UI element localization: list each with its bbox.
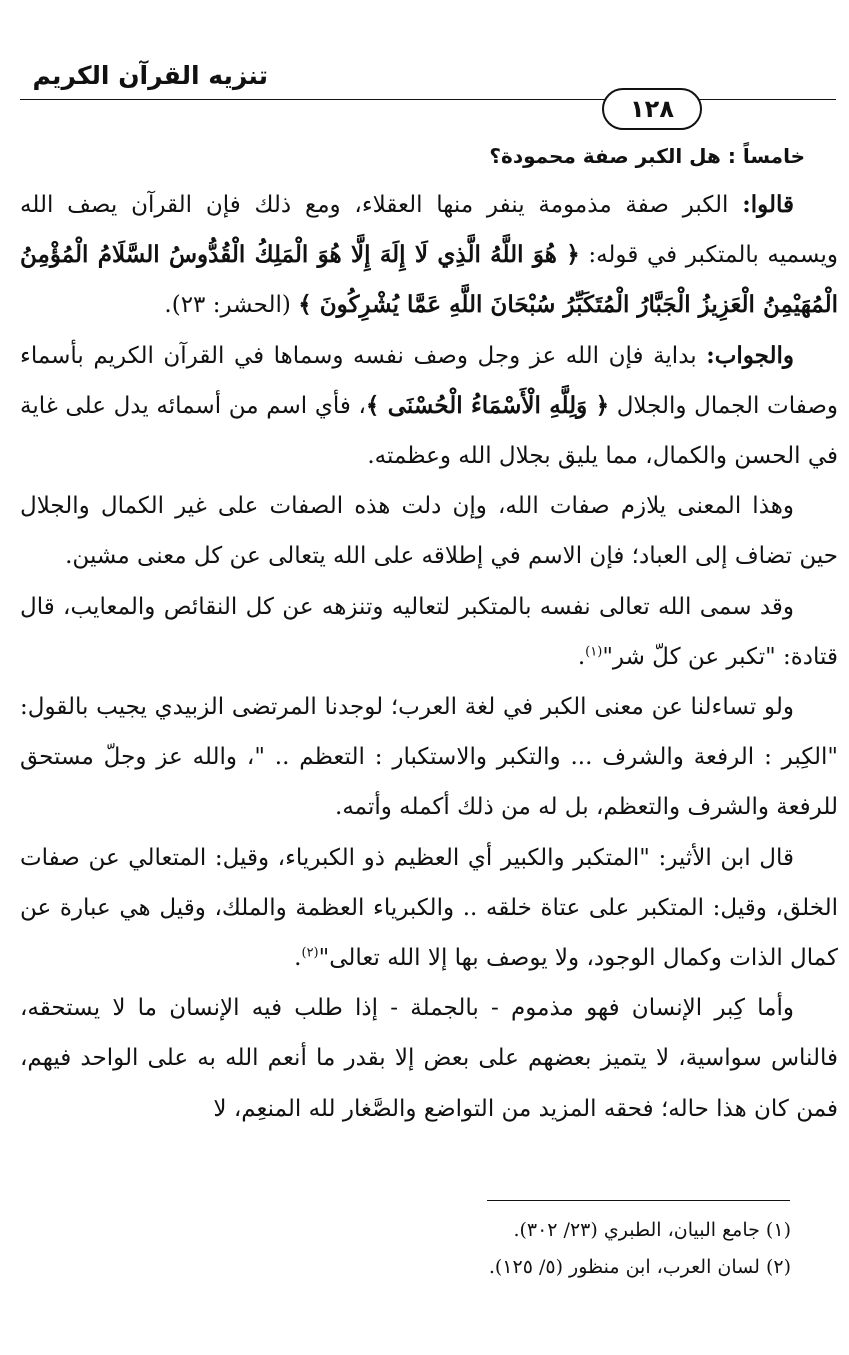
footnote-separator	[487, 1200, 790, 1201]
footnote-2: (٢) لسان العرب، ابن منظور (٥/ ١٢٥).	[488, 1256, 791, 1278]
paragraph-3: وهذا المعنى يلازم صفات الله، وإن دلت هذه الصفات على غير الكمال والجلال حين تضاف إلى العباد؛ فإن الاسم في إطلاقه على الله يتعالى عن كل معنى مشين.	[20, 493, 838, 570]
footnote-1: (١) جامع البيان، الطبري (٢٣/ ٣٠٢).	[513, 1219, 791, 1241]
page-number-badge: ١٢٨	[602, 88, 702, 130]
quran-verse: ﴿ وَلِلَّهِ الْأَسْمَاءُ الْحُسْنَى ﴾	[365, 391, 610, 419]
paragraph-text: قال ابن الأثير: "المتكبر والكبير أي العظيم ذو الكبرياء، وقيل: المتعالي عن صفات الخلق، وقيل: المتكبر على عتاة خلقه .. والكبرياء العظمة والملك، وقيل هي عبارة عن كمال الذات وكمال الوجود، ولا يوصف بها إلا الله تعالى"	[20, 844, 838, 972]
paragraph-end: .	[577, 643, 586, 670]
footnote-marker-1: (١)	[585, 644, 603, 660]
main-body-text	[20, 180, 838, 1134]
paragraph-7: وأما كِبر الإنسان فهو مذموم - بالجملة - إذا طلب فيه الإنسان ما لا يستحقه، فالناس سواسية، لا يتميز بعضهم على بعض إلا بقدر ما أنعم الله به على الواحد فيهم، فمن كان هذا حاله؛ فحقه المزيد من التواضع والصَّغار لله المنعِم، لا	[20, 995, 838, 1122]
paragraph-4	[20, 582, 838, 682]
paragraph-1	[20, 180, 838, 331]
quran-verse: ﴿ هُوَ اللَّهُ الَّذِي لَا إِلَهَ إِلَّا هُوَ الْمَلِكُ الْقُدُّوسُ السَّلَامُ الْمُؤْمِنُ الْمُهَيْمِنُ الْعَزِيزُ الْجَبَّارُ الْمُتَكَبِّرُ سُبْحَانَ اللَّهِ عَمَّا يُشْرِكُونَ ﴾	[20, 241, 838, 319]
paragraph-6	[20, 833, 838, 984]
paragraph-lead-answer: والجواب:	[706, 341, 794, 369]
header-rule	[20, 99, 836, 100]
footnotes	[331, 1212, 791, 1286]
paragraph-5: ولو تساءلنا عن معنى الكبر في لغة العرب؛ لوجدنا المرتضى الزبيدي يجيب بالقول: "الكِبر : الرفعة والشرف ... والتكبر والاستكبار : التعظم .. "، والله عز وجلّ مستحق للرفعة والشرف والتعظم، بل له من ذلك أكمله وأتمه.	[20, 694, 838, 821]
section-heading: خامساً : هل الكبر صفة محمودة؟	[489, 144, 805, 168]
paragraph-text: ، فأي اسم من أسمائه يدل على غاية في الحسن والكمال، مما يليق بجلال الله وعظمته.	[20, 392, 838, 470]
footnote-marker-2: (٢)	[301, 945, 319, 961]
paragraph-end: .	[294, 945, 302, 972]
paragraph-text: بداية فإن الله عز وجل وصف نفسه وسماها في القرآن الكريم بأسماء وصفات الجمال والجلال	[20, 342, 838, 419]
paragraph-2	[20, 331, 838, 482]
running-header-title: تنزيه القرآن الكريم	[32, 61, 268, 90]
paragraph-text: وقد سمى الله تعالى نفسه بالمتكبر لتعاليه وتنزهه عن كل النقائص والمعايب، قال قتادة: "تكبر عن كلّ شر"	[20, 593, 838, 670]
paragraph-text: الكبر صفة مذمومة ينفر منها العقلاء، ومع ذلك فإن القرآن يصف الله ويسميه بالمتكبر في قوله:	[20, 192, 838, 269]
verse-reference: (الحشر: ٢٣).	[164, 292, 299, 319]
paragraph-lead-qalu: قالوا:	[742, 191, 794, 218]
